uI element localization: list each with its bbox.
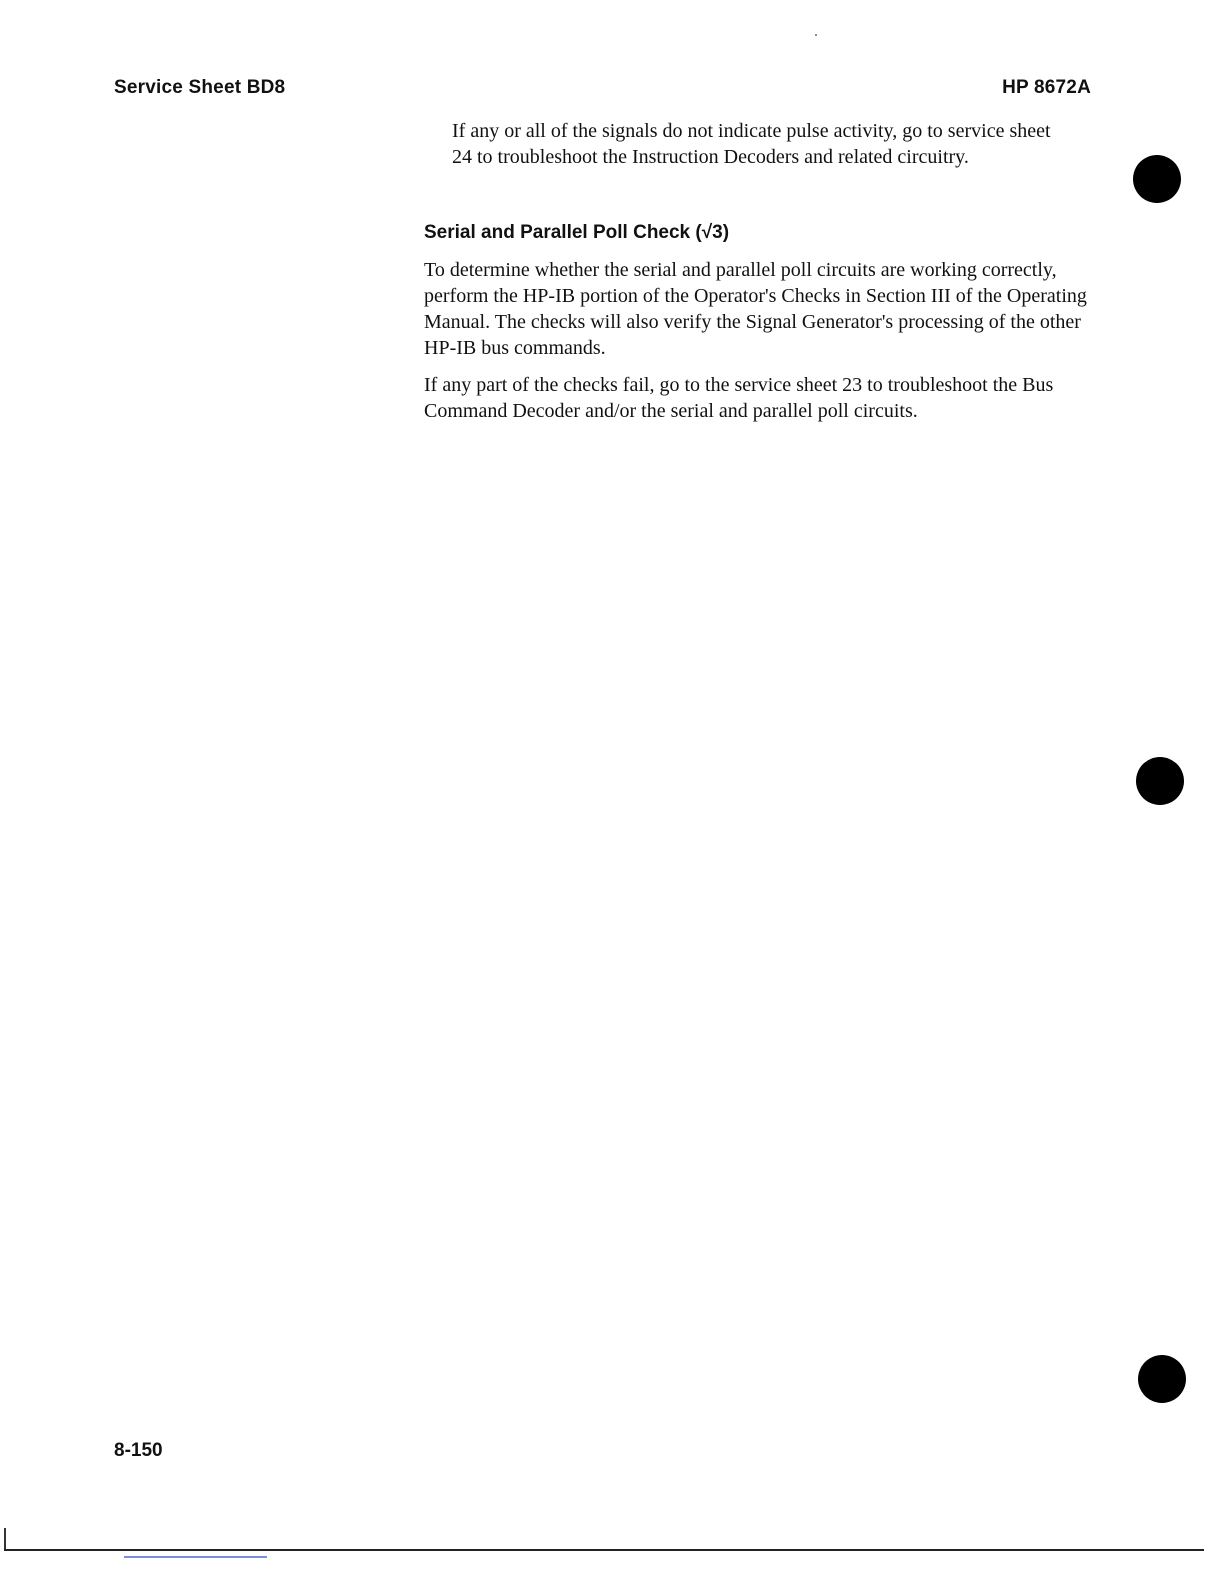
- paragraph-poll-check-procedure: To determine whether the serial and parallel poll circuits are working correctly, perform the HP-IB portion of the Operator's Checks in Section III of the Operating Manual. The checks will also verify the Signal Generator's processing of the other HP-IB bus commands.: [424, 259, 1087, 359]
- section-heading-poll-check: Serial and Parallel Poll Check (√3): [424, 222, 730, 243]
- scan-edge-blue-line: [124, 1556, 267, 1558]
- paragraph-pulse-activity: If any or all of the signals do not indicate pulse activity, go to service sheet 24 to troubleshoot the Instruction Decoders and related circuitry.: [452, 120, 1051, 168]
- page-number: 8-150: [114, 1440, 163, 1461]
- binder-hole-middle: [1136, 757, 1184, 805]
- paragraph-poll-check-failure: If any part of the checks fail, go to the service sheet 23 to troubleshoot the Bus Command Decoder and/or the serial and parallel poll circuits.: [424, 374, 1054, 422]
- scan-speck: [815, 34, 817, 36]
- header-sheet-title: Service Sheet BD8: [114, 77, 286, 98]
- binder-hole-top: [1133, 155, 1181, 203]
- scan-edge-bottom-line: [4, 1549, 1204, 1551]
- scan-edge-left-line: [4, 1528, 6, 1550]
- header-model-number: HP 8672A: [1002, 77, 1091, 98]
- binder-hole-bottom: [1138, 1355, 1186, 1403]
